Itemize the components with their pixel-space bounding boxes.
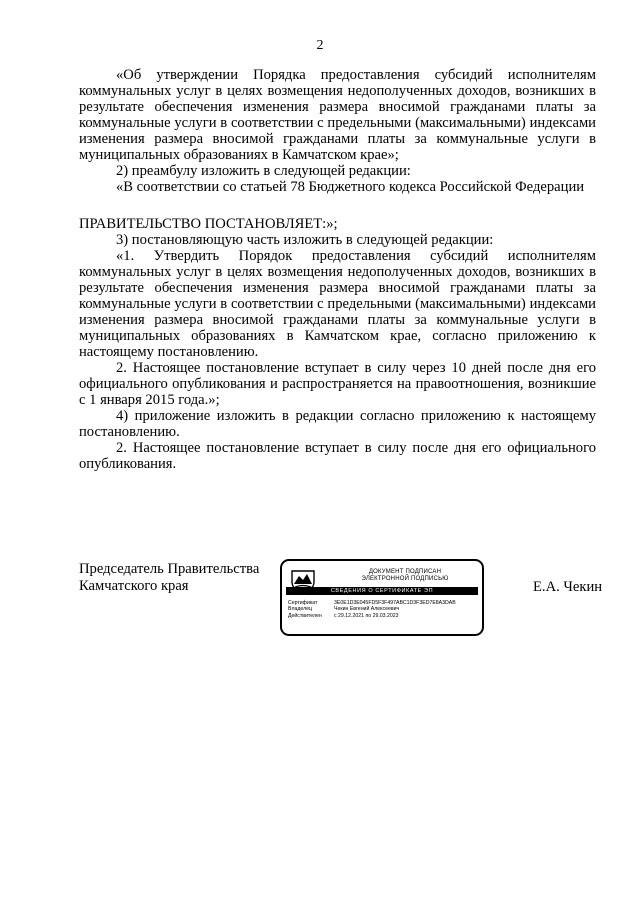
paragraph-item-2: 2) преамбулу изложить в следующей редакции: bbox=[116, 163, 411, 179]
owner-label: Владелец bbox=[288, 606, 312, 613]
paragraph-effective-date: 2. Настоящее постановление вступает в силу через 10 дней после дня его официального опубликования и распространяется на правоотношения, возникшие с 1 января 2015 года.»; bbox=[79, 360, 596, 408]
paragraph-final: 2. Настоящее постановление вступает в силу после дня его официального опубликования. bbox=[79, 440, 596, 472]
stamp-details bbox=[288, 600, 480, 619]
stamp-row-validity bbox=[288, 613, 480, 619]
stamp-title bbox=[340, 569, 470, 583]
paragraph-item-3: 3) постановляющую часть изложить в следующей редакции: bbox=[116, 232, 494, 248]
signer-title-line2: Камчатского края bbox=[79, 578, 189, 594]
validity-label: Действителен bbox=[288, 612, 322, 619]
paragraph-preamble: «В соответствии со статьей 78 Бюджетного кодекса Российской Федерации bbox=[116, 179, 585, 195]
owner-value: Чекин Евгений Алексеевич bbox=[334, 606, 400, 613]
stamp-title-line2: ЭЛЕКТРОННОЙ ПОДПИСЬЮ bbox=[361, 576, 449, 582]
e-signature-stamp bbox=[280, 559, 484, 636]
certificate-label: Сертификат bbox=[288, 600, 318, 606]
stamp-title-line1: ДОКУМЕНТ ПОДПИСАН bbox=[368, 569, 442, 575]
certificate-value: 3E0E1D3E045FD5F3F497ABC1D3F3ED7E8A3DAB bbox=[334, 600, 456, 606]
signer-title bbox=[79, 561, 259, 595]
paragraph-resolves: ПРАВИТЕЛЬСТВО ПОСТАНОВЛЯЕТ:»; bbox=[79, 216, 338, 232]
document-body bbox=[79, 67, 596, 472]
paragraph-approve-order: «1. Утвердить Порядок предоставления субсидий исполнителям коммунальных услуг в целях возмещения недополученных доходов, возникших в результате обеспечения изменения размера вносимой гражданами платы за коммунальные услуги в соответствии с предельными (максимальными) индексами изменения размера вносимой гражданами платы за коммунальные услуги в муниципальных образованиях в Камчатском крае, согласно приложению к настоящему постановлению. bbox=[79, 248, 596, 360]
signer-title-line1: Председатель Правительства bbox=[79, 561, 260, 577]
paragraph-item-4: 4) приложение изложить в редакции согласно приложению к настоящему постановлению. bbox=[79, 408, 596, 440]
validity-value: с 29.12.2021 по 29.03.2023 bbox=[334, 612, 399, 619]
paragraph-title-quote: «Об утверждении Порядка предоставления субсидий исполнителям коммунальных услуг в целях возмещения недополученных доходов, возникших в результате обеспечения изменения размера вносимой гражданами платы за коммунальные услуги в соответствии с предельными (максимальными) индексами изменения размера вносимой гражданами платы за коммунальные услуги в муниципальных образованиях в Камчатском крае»; bbox=[79, 67, 596, 163]
stamp-header: СВЕДЕНИЯ О СЕРТИФИКАТЕ ЭП bbox=[286, 587, 478, 595]
page-number: 2 bbox=[316, 38, 324, 53]
signer-name: Е.А. Чекин bbox=[533, 579, 603, 595]
